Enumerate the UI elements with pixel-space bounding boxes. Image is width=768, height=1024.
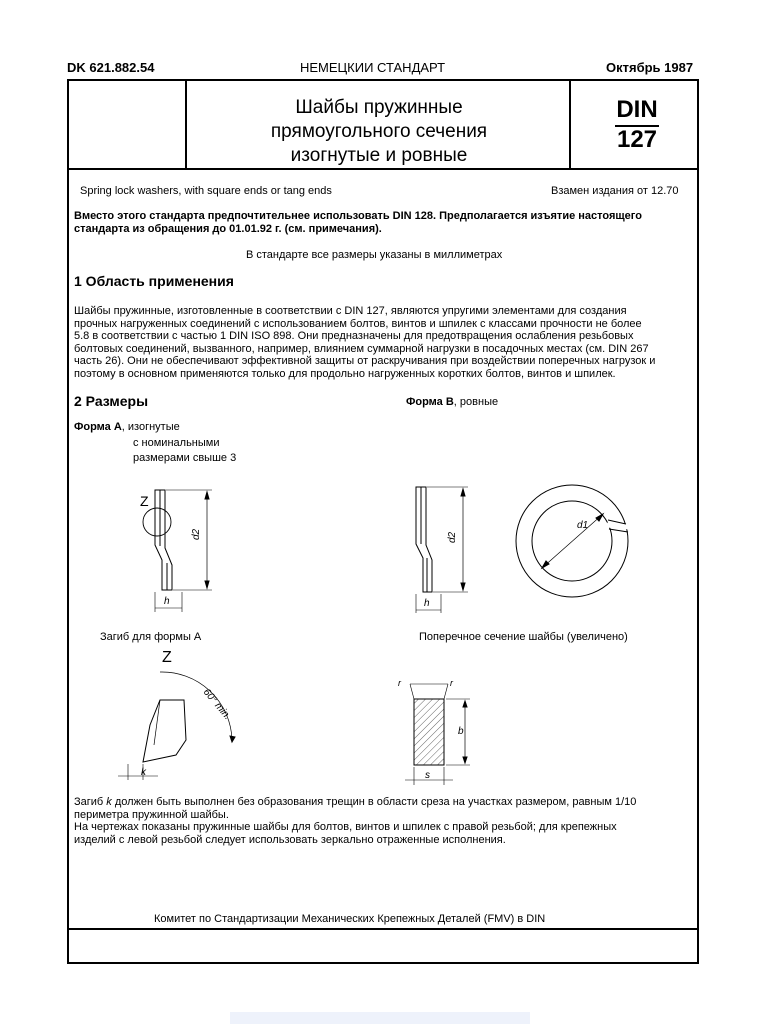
form-a-desc: , изогнутые <box>121 421 180 433</box>
note-text: Загиб <box>74 796 107 808</box>
label-z-small: Z <box>140 493 149 509</box>
form-b-desc: , ровные <box>453 396 499 408</box>
standard-type: НЕМЕЦКИИ СТАНДАРТ <box>300 60 446 75</box>
note-text: должен быть выполнен без образования трещин в области среза на участках размером, равным 1/10 <box>111 796 637 808</box>
label-h-a: h <box>164 596 170 607</box>
bend-detail <box>118 672 235 780</box>
notes-block <box>74 796 694 846</box>
label-d2-a: d2 <box>191 528 202 540</box>
note-line: На чертежах показаны пружинные шайбы для болтов, винтов и шпилек с правой резьбой; для крепежных <box>74 821 617 833</box>
text-line: Шайбы пружинные, изготовленные в соответствии с DIN 127, являются упругими элементами для создания <box>74 305 627 317</box>
label-r-right: r <box>450 678 453 688</box>
label-r-left: r <box>398 678 401 688</box>
replaces-note: Взамен издания от 12.70 <box>551 185 679 197</box>
english-title: Spring lock washers, with square ends or tang ends <box>80 185 332 197</box>
label-b: b <box>458 726 464 737</box>
text-line: часть 26). Они не обеспечивают эффективной защиты от раскручивания при воздействии поперечных нагрузок и <box>74 355 656 367</box>
label-angle: 60° min. <box>200 686 233 723</box>
section-1-heading: 1 Область применения <box>74 273 234 289</box>
din-word: DIN <box>616 96 658 123</box>
label-d2-b: d2 <box>447 531 458 543</box>
scroll-strip <box>230 1012 530 1024</box>
units-note: В стандарте все размеры указаны в миллиметрах <box>246 249 503 261</box>
form-b-side-view <box>416 487 468 613</box>
text-line: 5.8 в соответствии с частью 1 DIN ISO 898. Они предназначены для предотвращения ослабления резьбовых <box>74 330 634 342</box>
replacement-notice: Вместо этого стандарта предпочтительнее использовать DIN 128. Предполагается изъятие настоящего стандарта из обращения до 01.01.92 г. (см. примечания). <box>74 210 642 235</box>
document-date: Октябрь 1987 <box>606 60 694 75</box>
text-line: прочных нагруженных соединений с использованием болтов, винтов и шпилек с классами прочности не более <box>74 317 642 330</box>
text-line: поэтому в основном применяются только для продольно нагруженных коротких болтов, винтов и шпилек. <box>74 367 616 380</box>
note-line: изделий с левой резьбой следует использовать зеркально отраженные исполнения. <box>74 833 506 846</box>
form-a-name: Форма А <box>74 421 122 433</box>
section-2-heading: 2 Размеры <box>74 393 149 409</box>
form-b-name: Форма В <box>406 396 454 408</box>
note-line <box>74 796 694 809</box>
caption-bend: Загиб для формы А <box>100 631 202 643</box>
note-line: периметра пружинной шайбы. <box>74 808 229 821</box>
form-a-note-line-3: размерами свыше 3 <box>133 452 237 464</box>
title-line-2: прямоугольного сечения <box>270 121 488 142</box>
label-s: s <box>425 770 430 781</box>
form-b-top-view <box>516 485 630 597</box>
text-line: болтовых соединений, вызванного, например, влиянием суммарной нагрузки в посадочных местах (см. DIN 267 <box>74 342 649 355</box>
caption-cross-section: Поперечное сечение шайбы (увеличено) <box>419 631 628 643</box>
title-line-3: изогнутые и ровные <box>290 145 468 166</box>
note-symbol: k <box>106 796 112 808</box>
label-h-b: h <box>424 598 430 609</box>
label-k: k <box>141 767 146 778</box>
label-z-detail: Z <box>162 649 172 666</box>
form-a-note-line-2: с номинальными <box>133 437 220 449</box>
label-d1: d1 <box>577 520 589 531</box>
din-number: 127 <box>616 126 658 153</box>
document-code: DK 621.882.54 <box>67 60 155 75</box>
form-a-side-view <box>143 490 212 612</box>
footer-committee: Комитет по Стандартизации Механических Крепежных Деталей (FMV) в DIN <box>154 913 546 925</box>
title-line-1: Шайбы пружинные <box>295 97 463 118</box>
